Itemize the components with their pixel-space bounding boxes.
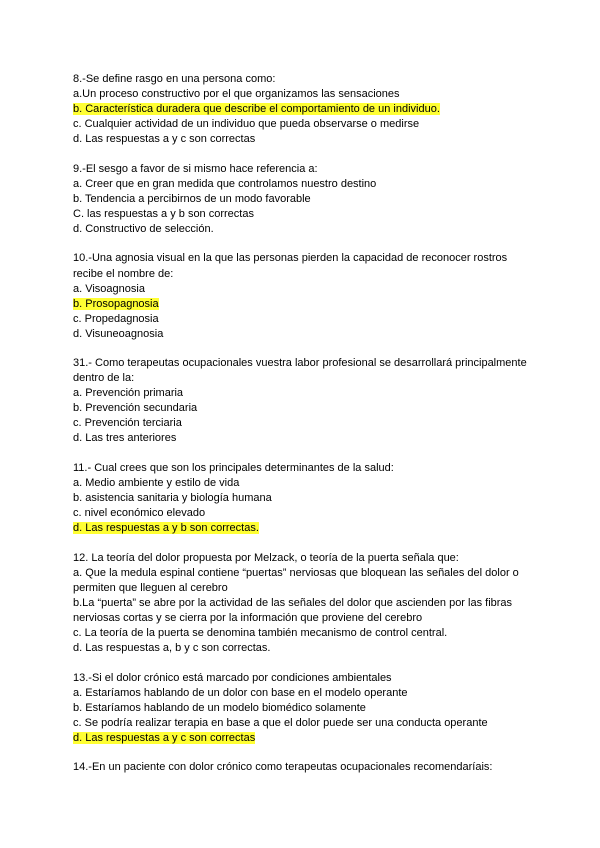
option-b: b. Estaríamos hablando de un modelo biomédico solamente (73, 701, 366, 714)
option-a: a. Medio ambiente y estilo de vida (73, 477, 240, 490)
option-c: c. Se podría realizar terapia en base a que el dolor puede ser una conducta operante (73, 716, 488, 729)
question-8 (73, 72, 533, 147)
option-d: d. Visuneoagnosia (73, 327, 164, 340)
option-a: a. Estaríamos hablando de un dolor con base en el modelo operante (73, 686, 408, 699)
option-d: d. Las respuestas a, b y c son correctas. (73, 642, 271, 655)
option-b: b. asistencia sanitaria y biología humana (73, 492, 272, 505)
option-c: c. La teoría de la puerta se denomina también mecanismo de control central. (73, 627, 448, 639)
question-prompt: 10.-Una agnosia visual en la que las personas pierden la capacidad de reconocer rostros recibe el nombre de: (73, 252, 508, 280)
option-a: a. Visoagnosia (73, 282, 145, 295)
option-b-highlighted: b. Prosopagnosia (73, 297, 159, 310)
option-d: d. Constructivo de selección. (73, 222, 214, 235)
option-b: b.La “puerta” se abre por la actividad de las señales del dolor que ascienden por las fibras nerviosas cortas y se cierra por la información que proviene del cerebro (73, 596, 513, 624)
question-31 (73, 356, 533, 446)
option-a: a. Creer que en gran medida que controlamos nuestro destino (73, 177, 377, 190)
question-14 (73, 760, 533, 775)
option-b: b. Prevención secundaria (73, 402, 198, 415)
option-b: b. Tendencia a percibirnos de un modo favorable (73, 192, 311, 205)
question-9 (73, 162, 533, 237)
option-d-highlighted: d. Las respuestas a y b son correctas. (73, 522, 259, 535)
question-prompt: 13.-Si el dolor crónico está marcado por condiciones ambientales (73, 671, 392, 684)
question-11 (73, 461, 533, 536)
option-d-highlighted: d. Las respuestas a y c son correctas (73, 731, 256, 744)
option-d: d. Las tres anteriores (73, 432, 177, 445)
option-c: c. Prevención terciaria (73, 417, 182, 430)
option-b-highlighted: b. Característica duradera que describe el comportamiento de un individuo. (73, 103, 440, 116)
option-c: c. nivel económico elevado (73, 507, 206, 520)
question-prompt: 14.-En un paciente con dolor crónico como terapeutas ocupacionales recomendaríais: (73, 761, 493, 774)
document-page (73, 72, 533, 790)
question-prompt: 9.-El sesgo a favor de si mismo hace referencia a: (73, 162, 318, 175)
question-prompt: 12. La teoría del dolor propuesta por Melzack, o teoría de la puerta señala que: (73, 551, 459, 564)
question-12 (73, 551, 533, 656)
option-a: a. Que la medula espinal contiene “puertas” nerviosas que bloquean las señales del dolor o permiten que lleguen al cerebro (73, 566, 519, 594)
question-prompt: 8.-Se define rasgo en una persona como: (73, 73, 276, 85)
question-prompt: 31.- Como terapeutas ocupacionales vuestra labor profesional se desarrollará principalmente dentro de la: (73, 357, 527, 385)
question-10 (73, 251, 533, 341)
question-prompt: 11.- Cual crees que son los principales determinantes de la salud: (73, 462, 394, 475)
option-c: c. Cualquier actividad de un individuo que pueda observarse o medirse (73, 118, 420, 131)
option-a: a.Un proceso constructivo por el que organizamos las sensaciones (73, 88, 400, 101)
question-13 (73, 671, 533, 746)
option-a: a. Prevención primaria (73, 387, 184, 400)
option-d: d. Las respuestas a y c son correctas (73, 133, 256, 146)
option-c: c. Propedagnosia (73, 312, 159, 325)
option-c: C. las respuestas a y b son correctas (73, 207, 254, 220)
